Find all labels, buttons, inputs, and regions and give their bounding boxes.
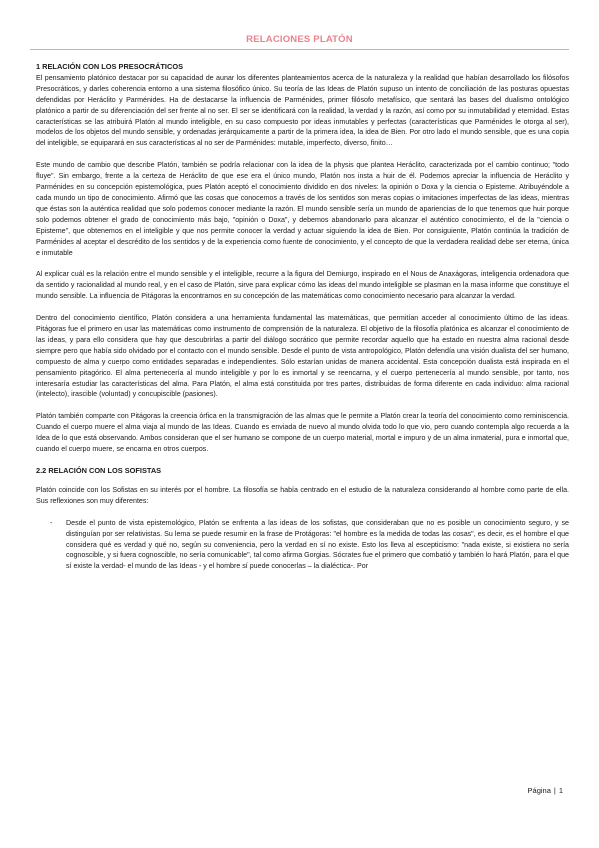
paragraph: Al explicar cuál es la relación entre el mundo sensible y el inteligible, recurre a la figura del Demiurgo, inspirado en el Nous de Anaxágoras, inteligencia ordenadora que da sentido y racionalidad al mundo real, y en el caso de Platón, sirve para explicar cómo las ideas del mundo inteligible se plasman en la masa informe que constituye el mundo sensible. La influencia de Pitágoras la encontramos en su concepción de las matemáticas como conocimiento necesario para alcanzar la verdad. bbox=[36, 270, 569, 301]
document-body bbox=[36, 62, 569, 572]
page-number: 1 bbox=[558, 786, 563, 795]
paragraph: Este mundo de cambio que describe Platón, también se podría relacionar con la idea de la physis que plantea Heráclito, caracterizada por el cambio continuo; "todo fluye". Sin embargo, frente a la certeza de Heráclito de que ese era el único mundo, Platón nos insta a huir de él. Podemos apreciar la influencia de Heráclito y Parménides en su concepción epistemológica, pues Platón aceptó el conocimiento dividido en dos niveles: la opinión o Doxa y la ciencia o Episteme. Atribuyéndole a cada mundo un tipo de conocimiento. Afirmó que las cosas que conocemos a través de los sentidos son meras copias o imitaciones imperfectas de las ideas, mientras que éstas son la auténtica realidad que solo podemos conocer mediante la razón. El mundo sensible sería un mundo de apariencias de lo que tenemos que huir porque solo podemos obtener el grado de conocimiento más bajo, "opinión o Doxa", y debemos abandonarlo para alcanzar el auténtico conocimiento, el de la "ciencia o Episteme", que obtenemos en el inteligible y que nos permite conocer la verdad y actuar siguiendo la idea de Bien. Por consiguiente, Platón continúa la tradición de Parménides al aceptar el descrédito de los sentidos y de la experiencia como fuente de conocimiento, y el concepto de que la verdadera realidad debe ser eterna, única e inmutable bbox=[36, 161, 569, 257]
list-item bbox=[50, 518, 569, 573]
header-divider bbox=[30, 49, 569, 50]
document-title: RELACIONES PLATÓN bbox=[246, 34, 353, 45]
footer-separator: | bbox=[553, 786, 556, 795]
section-heading: 1 RELACIÓN CON LOS PRESOCRÁTICOS bbox=[36, 62, 184, 71]
paragraph: El pensamiento platónico destacar por su capacidad de aunar los diferentes planteamientos acerca de la naturaleza y la realidad que habían desarrollado los filósofos Presocráticos, y darles coherencia entorno a una sistema filosófico único. Su teoría de las Ideas de Platón supuso un intento de conciliación de las posturas opuestas defendidas por Heráclito y Parménides. Ha de destacarse la influencia de Parménides, primer filósofo metafísico, que sentará las bases del dualismo ontológico platónico a partir de su diferenciación del ser frente al no ser. El ser se identificará con la realidad, la verdad y la razón, así como por su inmutabilidad y eternidad. Estas características se las atribuirá Platón al mundo inteligible, en su caso compuesto por ideas inmutables y perfectas (características que Parménides le otorga al ser), modelos de los objetos del mundo sensible, y ordenadas jerárquicamente a partir de la primera idea, la idea de Bien. Por otro lado el mundo sensible, que es una copia del inteligible, se equiparará en sus características al no ser de Parménides: mutable, imperfecto, diverso, finito… bbox=[36, 73, 569, 148]
paragraph: Platón también comparte con Pitágoras la creencia órfica en la transmigración de las almas que le permite a Platón crear la teoría del conocimiento como reminiscencia. Cuando el cuerpo muere el alma viaja al mundo de las Ideas. Cuando es enviada de nuevo al mundo olvida todo lo que vio, pero cuando contempla algo recuerda a la Idea de lo que está observando. Ambos consideran que el ser humano se compone de un cuerpo material, mortal e impuro y de un alma inmaterial, pura e inmortal que, cuando el cuerpo muere, se encarna en otros cuerpos. bbox=[36, 412, 569, 454]
section-heading: 2.2 RELACIÓN CON LOS SOFISTAS bbox=[36, 466, 162, 475]
paragraph: Dentro del conocimiento científico, Platón considera a una herramienta fundamental las matemáticas, que permitían acceder al conocimiento último de las ideas. Pitágoras fue el primero en usar las matemáticas como instrumento de comprensión de la naturaleza. El objetivo de la filosofía platónica es alcanzar el conocimiento de las ideas, y para ello considera que hay que descubrirlas a partir del diálogo socrático que permite recordar aquello que ha estado en nuestra alma racional desde siempre pero que había sido olvidado por el contacto con el mundo sensible. Desde el punto de vista antropológico, Platón defendía una visión dualista del ser humano, compuesto de alma y cuerpo como entidades separadas e independientes. Sólo estarían unidas de manera accidental. Esta concepción dualista está inspirada en el pensamiento pitagórico. El alma pertenecería al mundo inteligible y por lo es inmortal y se reencarna, y el cuerpo pertenecería al mundo sensible, por tanto, nos interesaría estudiar las características del alma. Para Platón, el alma está constituida por tres partes, distribuidas de forma diferente en cada individuo: alma racional (intelecto), irascible (voluntad) y concupiscible (pasiones). bbox=[36, 314, 569, 399]
page-footer bbox=[528, 786, 563, 795]
dash-bullet-icon: - bbox=[50, 518, 53, 527]
page-label: Página bbox=[527, 786, 551, 795]
page-header bbox=[30, 34, 569, 50]
paragraph: Platón coincide con los Sofistas en su interés por el hombre. La filosofía se había centrado en el estudio de la naturaleza considerando al hombre como parte de ella. Sus reflexiones son muy diferentes: bbox=[36, 485, 569, 505]
list-item-text: Desde el punto de vista epistemológico, Platón se enfrenta a las ideas de los sofistas, que consideraban que no es posible un conocimiento seguro, y se distinguían por ser relativistas. Su lema se puede resumir en la frase de Protágoras: "el hombre es la medida de todas las cosas", es decir, es el hombre el que considera qué es verdad y qué no, según su conveniencia, pero la verdad en sí no existe. Esto los lleva al escepticismo: "nada existe, si existiera no sería cognoscible, y si fuera cognoscible, no sería comunicable", tal como afirma Gorgias. Sócrates fue el primero que combatió y también lo hará Platón, para el que sí existe la verdad- el mundo de las Ideas - y el hombre sí puede conocerlas – la dialéctica-. Por bbox=[66, 518, 569, 571]
